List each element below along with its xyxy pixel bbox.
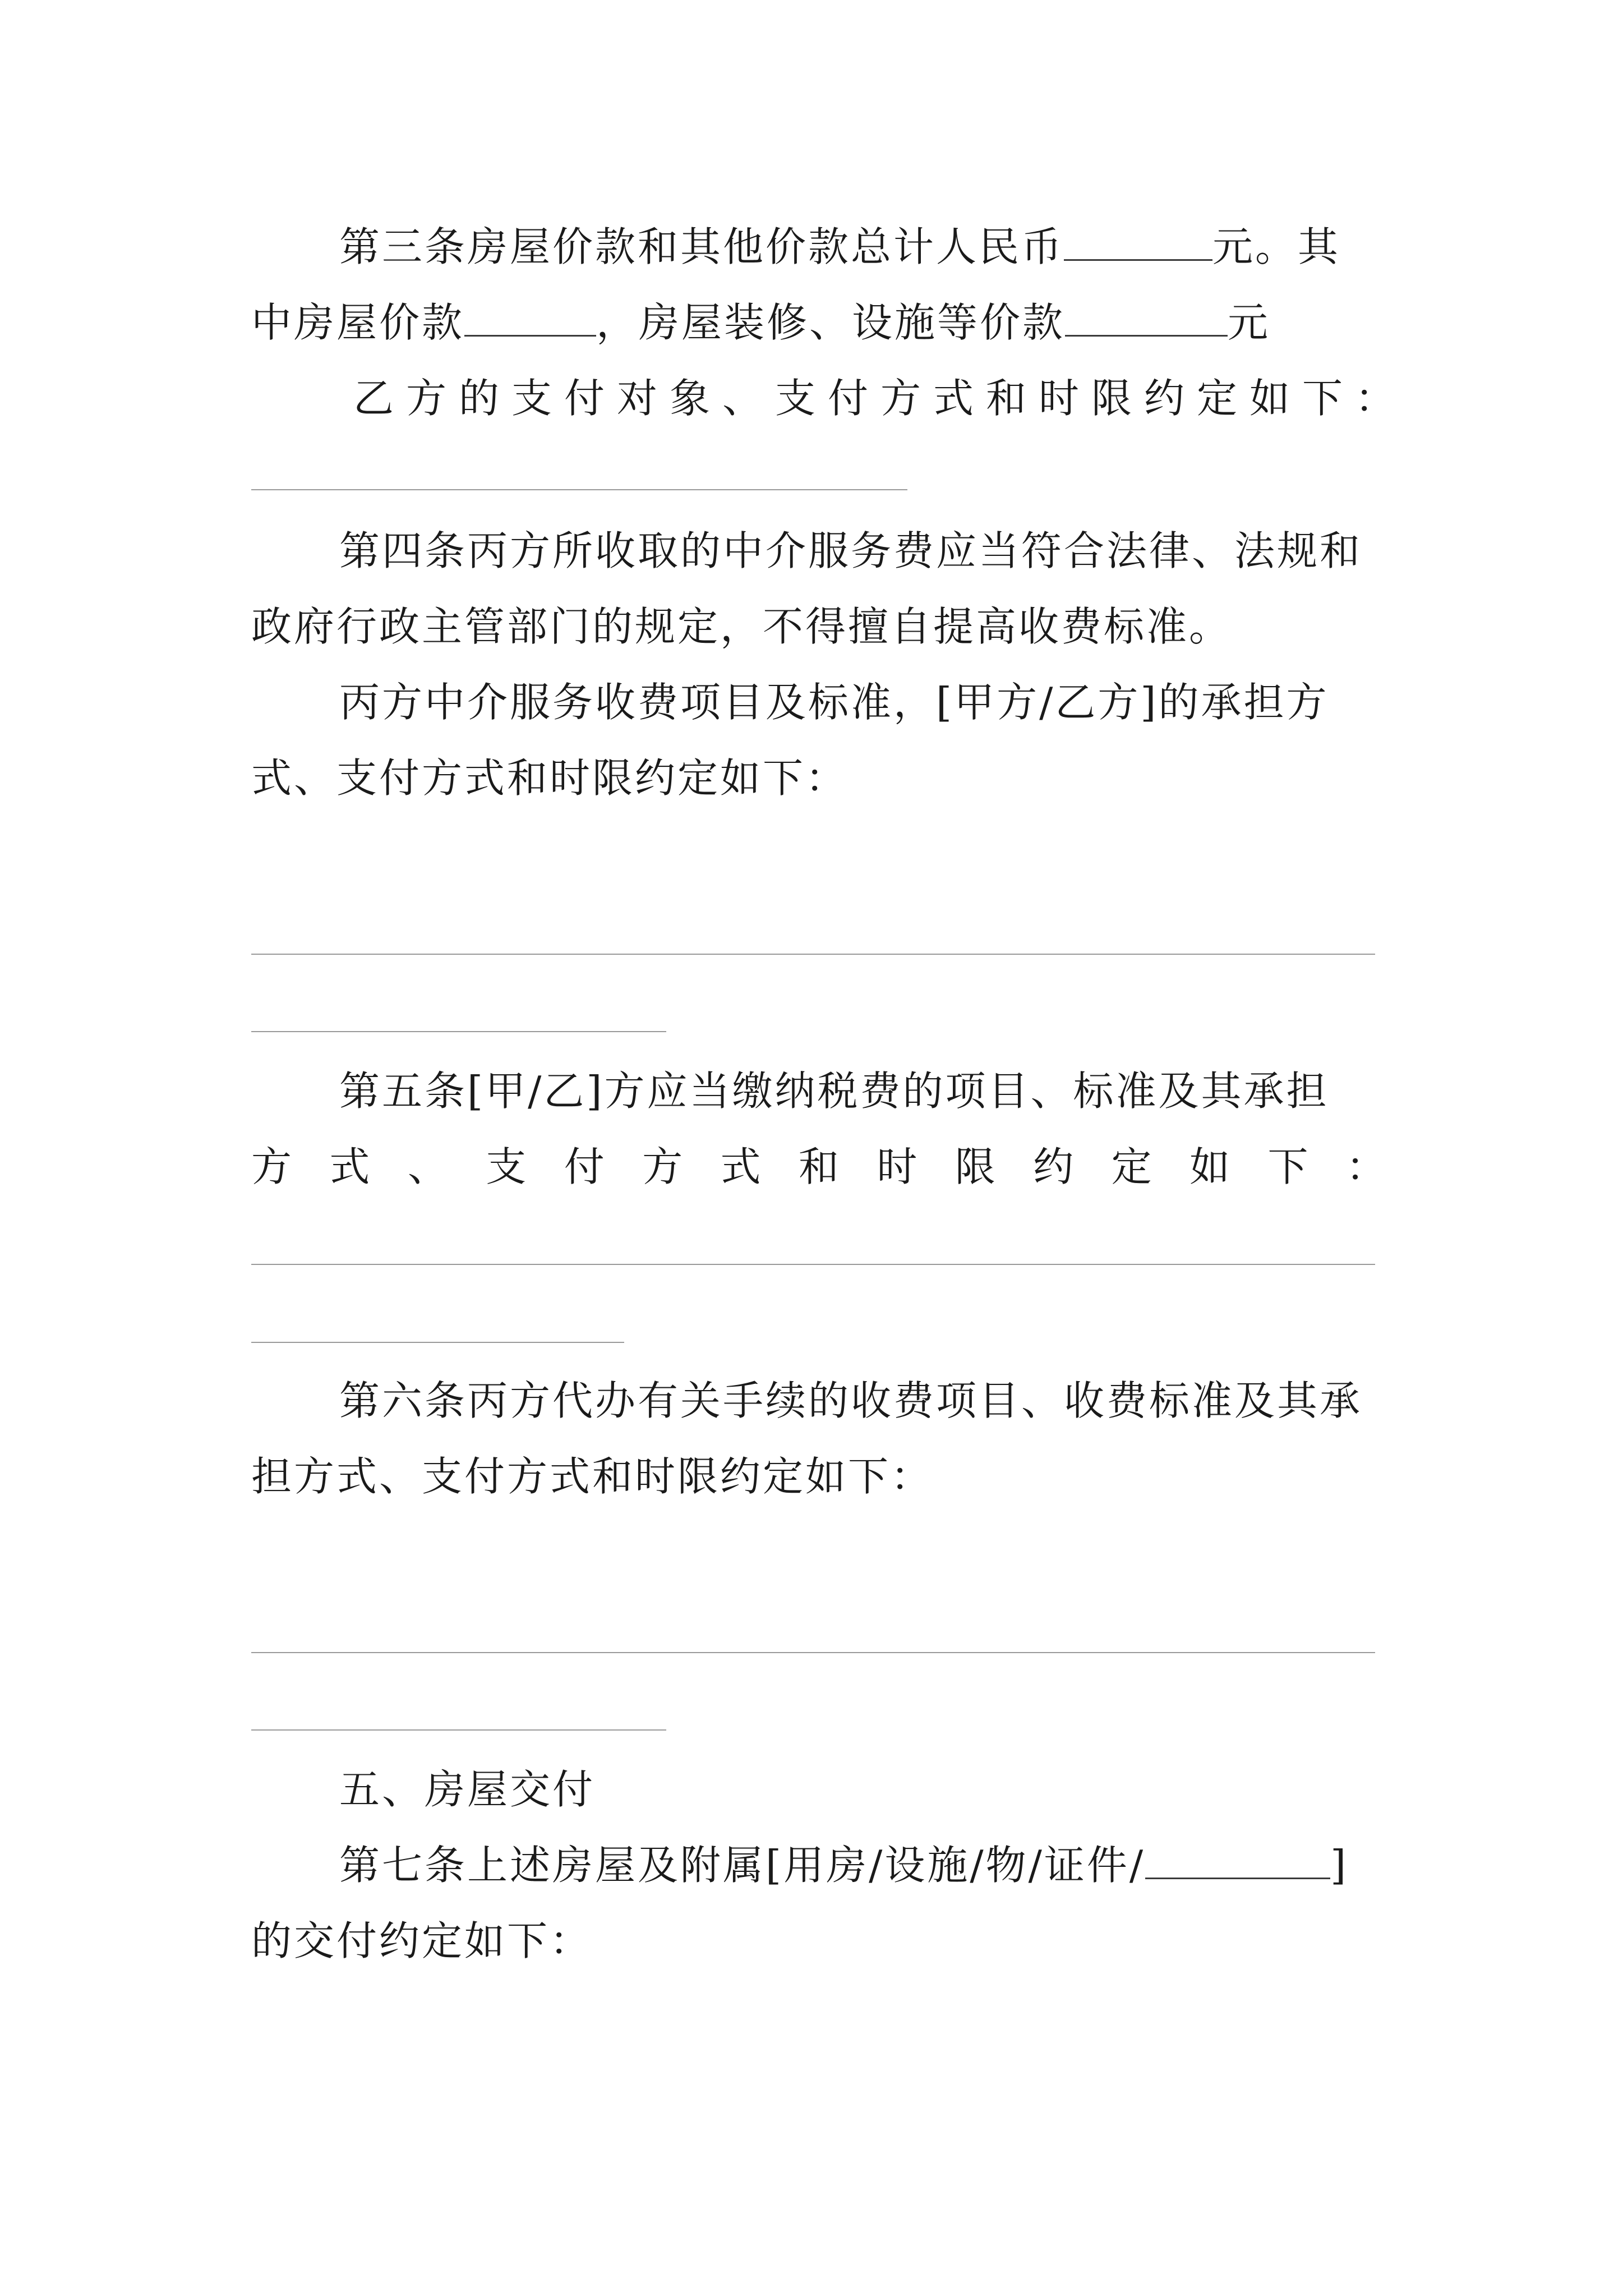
article3-line2 (251, 295, 1270, 351)
article5-char: 式 (720, 1143, 761, 1190)
article3-line3: 乙方的支付对象、支付方式和时限约定如下： (353, 375, 1408, 422)
decoration-price-blank[interactable] (1065, 296, 1228, 337)
article6-line1: 第六条丙方代办有关手续的收费项目、收费标准及其承 (339, 1377, 1363, 1424)
article5-char: 下 (1267, 1143, 1308, 1190)
article7-text: ] (1330, 1842, 1349, 1889)
article5-char: 支 (486, 1143, 527, 1190)
total-price-blank[interactable] (1064, 220, 1212, 261)
fill-in-line[interactable] (251, 1342, 624, 1343)
fill-in-line[interactable] (251, 1729, 666, 1731)
article4-line4: 式、支付方式和时限约定如下： (251, 754, 849, 802)
article5-char: 和 (798, 1143, 839, 1190)
article5-char: 定 (1111, 1143, 1152, 1190)
article4-line3: 丙方中介服务收费项目及标准，[甲方/乙方]的承担方 (339, 679, 1329, 726)
article5-char: 、 (407, 1143, 448, 1190)
article5-char: 式 (329, 1143, 370, 1190)
article5-line2 (251, 1139, 1386, 1195)
article4-line2: 政府行政主管部门的规定，不得擅自提高收费标准。 (251, 603, 1232, 650)
article5-char: 方 (251, 1143, 292, 1190)
house-price-blank[interactable] (464, 296, 596, 337)
article7-item-blank[interactable] (1145, 1838, 1330, 1879)
article4-line1: 第四条丙方所收取的中介服务费应当符合法律、法规和 (339, 527, 1363, 574)
article5-char: 付 (564, 1143, 605, 1190)
fill-in-line[interactable] (251, 1031, 666, 1032)
article3-text: 元。其 (1212, 223, 1341, 270)
section5-heading: 五、房屋交付 (339, 1766, 596, 1813)
article6-line2: 担方式、支付方式和时限约定如下： (251, 1453, 934, 1500)
article7-line1 (339, 1837, 1348, 1893)
article3-text: 中房屋价款 (251, 299, 465, 346)
article3-line1 (339, 219, 1340, 275)
fill-in-line[interactable] (251, 1264, 1375, 1265)
article5-char: ： (1345, 1143, 1386, 1190)
article5-char: 限 (955, 1143, 995, 1190)
article5-line1: 第五条[甲/乙]方应当缴纳税费的项目、标准及其承担 (339, 1068, 1329, 1115)
article7-line2: 的交付约定如下： (251, 1917, 593, 1964)
fill-in-line[interactable] (251, 489, 907, 490)
article3-text: 元 (1228, 299, 1271, 346)
article7-text: 第七条上述房屋及附属[用房/设施/物/证件/ (339, 1842, 1146, 1889)
fill-in-line[interactable] (251, 954, 1375, 955)
article3-text: ，房屋装修、设施等价款 (596, 299, 1066, 346)
article5-char: 如 (1189, 1143, 1230, 1190)
fill-in-line[interactable] (251, 1652, 1375, 1653)
article5-char: 方 (642, 1143, 683, 1190)
article5-char: 约 (1033, 1143, 1074, 1190)
article3-text: 第三条房屋价款和其他价款总计人民币 (339, 223, 1064, 270)
article5-char: 时 (877, 1143, 917, 1190)
